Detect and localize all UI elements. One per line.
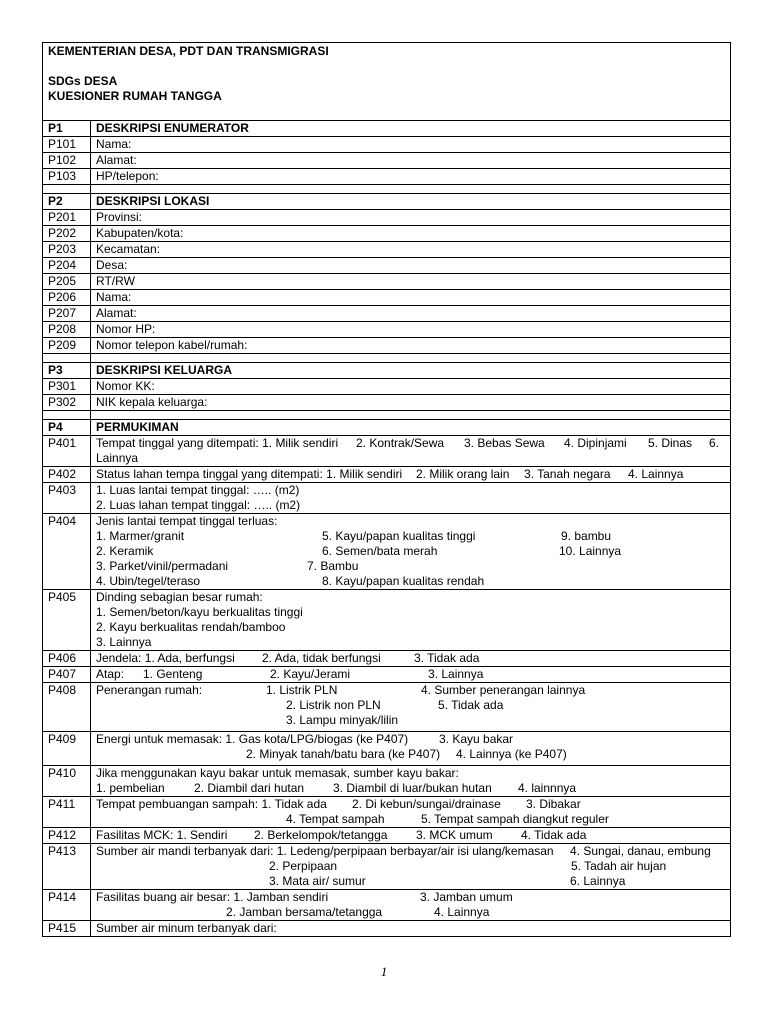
row-p413 <box>43 844 731 890</box>
row-code: P411 <box>43 797 91 828</box>
row-p414 <box>43 890 731 921</box>
p403-item-1: 1. Luas lantai tempat tinggal: ….. (m2) <box>96 483 300 497</box>
p404-option: 3. Parket/vinil/permadani <box>96 559 229 573</box>
row-p407 <box>43 667 731 683</box>
p401-option-4: 4. Dipinjami <box>564 436 627 450</box>
row-text: NIK kepala keluarga: <box>91 395 731 411</box>
p413-option-6: 6. Lainnya <box>570 874 626 888</box>
section-title: PERMUKIMAN <box>91 420 731 436</box>
row-p405 <box>43 590 731 651</box>
row-code: P201 <box>43 210 91 226</box>
table-row <box>43 338 731 354</box>
row-p404 <box>43 514 731 590</box>
p413-option-3: 3. Mata air/ sumur <box>269 874 366 888</box>
table-row <box>43 153 731 169</box>
p404-option: 4. Ubin/tegel/teraso <box>96 574 201 588</box>
p408-option-2: 2. Listrik non PLN <box>286 698 381 712</box>
row-code: P415 <box>43 921 91 937</box>
p414-option-2: 2. Jamban bersama/tetangga <box>226 905 383 919</box>
p402-option-3: 3. Tanah negara <box>524 467 611 481</box>
questionnaire-title: KUESIONER RUMAH TANGGA <box>48 89 222 103</box>
p402-option-1: Status lahan tempa tinggal yang ditempati: 1. Milik sendiri <box>96 467 403 481</box>
table-row <box>43 210 731 226</box>
row-code: P102 <box>43 153 91 169</box>
section-title: DESKRIPSI LOKASI <box>91 194 731 210</box>
row-text: Nama: <box>91 290 731 306</box>
p405-title: Dinding sebagian besar rumah: <box>96 590 263 604</box>
p401-option-5: 5. Dinas <box>648 436 693 450</box>
row-code: P414 <box>43 890 91 921</box>
table-row <box>43 274 731 290</box>
section-p4-header <box>43 420 731 436</box>
p409-option-3: 3. Kayu bakar <box>439 732 514 746</box>
spacer-row <box>43 185 731 194</box>
row-p401 <box>43 436 731 467</box>
row-p406 <box>43 651 731 667</box>
section-code: P1 <box>43 121 91 137</box>
row-p402 <box>43 467 731 483</box>
row-text: Kecamatan: <box>91 242 731 258</box>
p409-option-4: 4. Lainnya (ke P407) <box>456 747 567 761</box>
p413-option-4: 4. Sungai, danau, embung <box>570 844 711 858</box>
row-text: Kabupaten/kota: <box>91 226 731 242</box>
spacer-row <box>43 411 731 420</box>
section-title: DESKRIPSI KELUARGA <box>91 363 731 379</box>
row-text: Nomor HP: <box>91 322 731 338</box>
p411-option-2: 2. Di kebun/sungai/drainase <box>352 797 501 811</box>
table-row <box>43 242 731 258</box>
p408-label: Penerangan rumah: <box>96 683 203 697</box>
p402-option-4: 4. Lainnya <box>628 467 684 481</box>
ministry-title: KEMENTERIAN DESA, PDT DAN TRANSMIGRASI <box>48 44 329 58</box>
p410-option-2: 2. Diambil dari hutan <box>194 781 305 795</box>
section-p2-header <box>43 194 731 210</box>
section-code: P3 <box>43 363 91 379</box>
row-code: P302 <box>43 395 91 411</box>
p404-option: 7. Bambu <box>307 559 359 573</box>
row-code: P412 <box>43 828 91 844</box>
row-text: Provinsi: <box>91 210 731 226</box>
p412-option-3: 3. MCK umum <box>416 828 493 842</box>
p412-option-4: 4. Tidak ada <box>521 828 587 842</box>
row-code: P404 <box>43 514 91 590</box>
p403-item-2: 2. Luas lahan tempat tinggal: ….. (m2) <box>96 498 301 512</box>
p414-option-1: Fasilitas buang air besar: 1. Jamban sendiri <box>96 890 329 904</box>
row-p411 <box>43 797 731 828</box>
p409-option-1: Energi untuk memasak: 1. Gas kota/LPG/biogas (ke P407) <box>96 732 409 746</box>
row-code: P103 <box>43 169 91 185</box>
p410-option-1: 1. pembelian <box>96 781 165 795</box>
table-row <box>43 226 731 242</box>
row-text: Alamat: <box>91 153 731 169</box>
row-code: P407 <box>43 667 91 683</box>
row-code: P208 <box>43 322 91 338</box>
p410-option-4: 4. lainnnya <box>518 781 577 795</box>
p401-option-6-label: Lainnya <box>96 451 139 465</box>
p404-title: Jenis lantai tempat tinggal terluas: <box>96 514 278 528</box>
section-title: DESKRIPSI ENUMERATOR <box>91 121 731 137</box>
table-row <box>43 395 731 411</box>
row-code: P209 <box>43 338 91 354</box>
p404-option: 5. Kayu/papan kualitas tinggi <box>322 529 476 543</box>
row-text: HP/telepon: <box>91 169 731 185</box>
row-code: P301 <box>43 379 91 395</box>
p411-option-5: 5. Tempat sampah diangkut reguler <box>421 812 609 826</box>
p406-option-3: 3. Tidak ada <box>414 651 480 665</box>
p411-option-4: 4. Tempat sampah <box>286 812 385 826</box>
row-p415 <box>43 921 731 937</box>
section-p1-header <box>43 121 731 137</box>
p410-question: Jika menggunakan kayu bakar untuk memasak, sumber kayu bakar: <box>96 766 459 780</box>
p411-option-3: 3. Dibakar <box>526 797 581 811</box>
row-code: P406 <box>43 651 91 667</box>
p401-option-1: Tempat tinggal yang ditempati: 1. Milik sendiri <box>96 436 339 450</box>
row-code: P101 <box>43 137 91 153</box>
section-code: P4 <box>43 420 91 436</box>
p412-option-2: 2. Berkelompok/tetangga <box>254 828 388 842</box>
p404-option: 2. Keramik <box>96 544 154 558</box>
p408-option-3: 3. Lampu minyak/lilin <box>286 713 399 727</box>
p408-option-5: 5. Tidak ada <box>438 698 504 712</box>
row-code: P207 <box>43 306 91 322</box>
p401-option-6-num: 6. <box>709 436 720 450</box>
spacer-row <box>43 354 731 363</box>
p402-option-2: 2. Milik orang lain <box>416 467 510 481</box>
p404-option: 1. Marmer/granit <box>96 529 185 543</box>
p412-option-1: Fasilitas MCK: 1. Sendiri <box>96 828 228 842</box>
table-row <box>43 379 731 395</box>
p405-option-1: 1. Semen/beton/kayu berkualitas tinggi <box>96 605 303 619</box>
p405-option-2: 2. Kayu berkualitas rendah/bamboo <box>96 620 286 634</box>
p404-option: 6. Semen/bata merah <box>322 544 438 558</box>
row-code: P206 <box>43 290 91 306</box>
page-number: 1 <box>380 964 388 979</box>
p406-option-1: Jendela: 1. Ada, berfungsi <box>96 651 235 665</box>
row-code: P402 <box>43 467 91 483</box>
p406-option-2: 2. Ada, tidak berfungsi <box>262 651 381 665</box>
questionnaire-sheet <box>42 42 731 937</box>
row-text: Nama: <box>91 137 731 153</box>
row-p409 <box>43 732 731 766</box>
row-text: Alamat: <box>91 306 731 322</box>
table-row <box>43 322 731 338</box>
row-code: P405 <box>43 590 91 651</box>
p401-option-3: 3. Bebas Sewa <box>464 436 545 450</box>
row-code: P408 <box>43 683 91 732</box>
p407-option-2: 2. Kayu/Jerami <box>270 667 351 681</box>
row-p410 <box>43 766 731 797</box>
p404-option: 10. Lainnya <box>559 544 622 558</box>
p408-option-1: 1. Listrik PLN <box>266 683 338 697</box>
row-code: P202 <box>43 226 91 242</box>
section-p3-header <box>43 363 731 379</box>
p411-option-1: Tempat pembuangan sampah: 1. Tidak ada <box>96 797 327 811</box>
row-p412 <box>43 828 731 844</box>
row-code: P410 <box>43 766 91 797</box>
p410-option-3: 3. Diambil di luar/bukan hutan <box>333 781 492 795</box>
row-text: Desa: <box>91 258 731 274</box>
questionnaire-table <box>42 42 731 937</box>
row-code: P203 <box>43 242 91 258</box>
row-code: P409 <box>43 732 91 766</box>
p409-option-2: 2. Minyak tanah/batu bara (ke P407) <box>246 747 441 761</box>
p407-label: Atap: <box>96 667 125 681</box>
table-row <box>43 306 731 322</box>
p415-question: Sumber air minum terbanyak dari: <box>91 921 731 937</box>
row-code: P401 <box>43 436 91 467</box>
row-code: P403 <box>43 483 91 514</box>
row-p403 <box>43 483 731 514</box>
p413-option-2: 2. Perpipaan <box>269 859 338 873</box>
p401-option-2: 2. Kontrak/Sewa <box>356 436 445 450</box>
p405-option-3: 3. Lainnya <box>96 635 152 649</box>
row-text: Nomor telepon kabel/rumah: <box>91 338 731 354</box>
p404-option: 8. Kayu/papan kualitas rendah <box>322 574 485 588</box>
p407-option-3: 3. Lainnya <box>428 667 484 681</box>
p413-option-1: Sumber air mandi terbanyak dari: 1. Ledeng/perpipaan berbayar/air isi ulang/kemasan <box>96 844 554 858</box>
p407-option-1: 1. Genteng <box>143 667 203 681</box>
table-row <box>43 258 731 274</box>
p404-option: 9. bambu <box>561 529 612 543</box>
row-text: RT/RW <box>91 274 731 290</box>
row-code: P205 <box>43 274 91 290</box>
p414-option-4: 4. Lainnya <box>434 905 490 919</box>
row-p408 <box>43 683 731 732</box>
row-code: P204 <box>43 258 91 274</box>
p414-option-3: 3. Jamban umum <box>420 890 513 904</box>
section-code: P2 <box>43 194 91 210</box>
sdgs-title: SDGs DESA <box>48 74 118 88</box>
table-row <box>43 137 731 153</box>
p408-option-4: 4. Sumber penerangan lainnya <box>421 683 586 697</box>
table-row <box>43 169 731 185</box>
header-row <box>43 43 731 121</box>
table-row <box>43 290 731 306</box>
row-text: Nomor KK: <box>91 379 731 395</box>
row-code: P413 <box>43 844 91 890</box>
p413-option-5: 5. Tadah air hujan <box>571 859 667 873</box>
